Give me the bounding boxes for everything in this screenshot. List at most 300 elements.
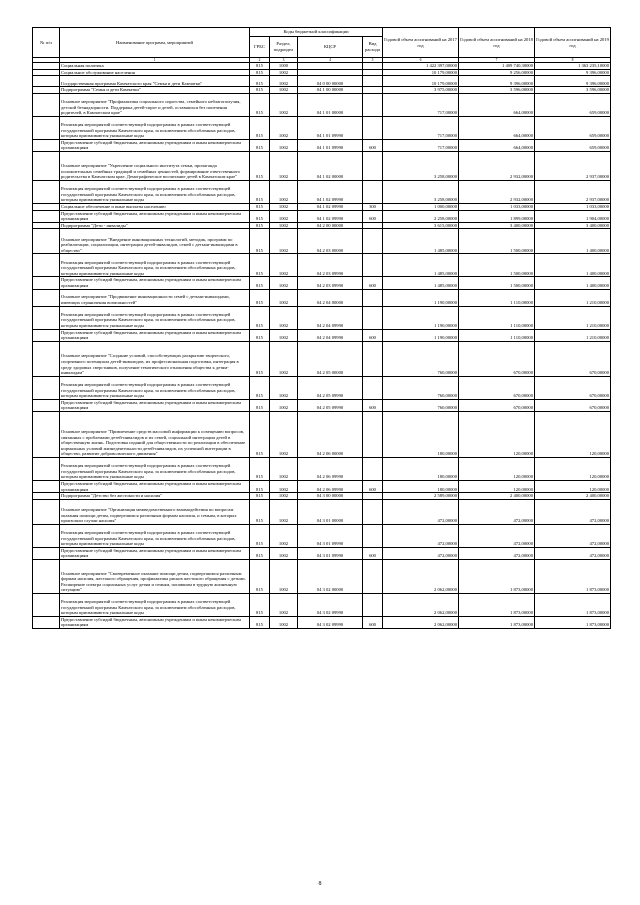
row-vr: [363, 87, 383, 94]
row-vr: 600: [363, 547, 383, 559]
row-num: [33, 63, 60, 70]
row-num: [33, 499, 60, 524]
row-vr: [363, 69, 383, 76]
row-kcsr: 04 3 02 09990: [298, 616, 363, 628]
row-vr: [363, 457, 383, 480]
row-razdel: 1002: [270, 277, 298, 289]
row-grbs: 815: [250, 329, 270, 341]
row-kcsr: 04 2 06 09990: [298, 480, 363, 492]
row-num: [33, 289, 60, 306]
row-name: Предоставление субсидий бюджетным, автономным учреждениям и иным некоммерческим организациям: [60, 210, 250, 222]
row-name: Государственная программа Камчатского края "Семья и дети Камчатки": [60, 76, 250, 87]
table-row: [33, 76, 611, 87]
row-amount-2017: 1 485,00000: [383, 254, 459, 277]
row-num: [33, 69, 60, 76]
row-name: Предоставление субсидий бюджетным, автономным учреждениям и иным некоммерческим организациям: [60, 329, 250, 341]
row-amount-2018: 9 256,00000: [459, 69, 535, 76]
row-grbs: 815: [250, 499, 270, 524]
row-kcsr: 04 2 05 00000: [298, 341, 363, 376]
col-header-2018: Годовой объем ассигнований на 2018 год: [459, 28, 535, 58]
row-amount-2018: 472,00000: [459, 547, 535, 559]
row-grbs: 815: [250, 69, 270, 76]
table-row: [33, 524, 611, 547]
row-razdel: 1002: [270, 499, 298, 524]
table-row: [33, 547, 611, 559]
row-kcsr: 04 3 01 09990: [298, 524, 363, 547]
row-razdel: 1002: [270, 289, 298, 306]
table-row: [33, 69, 611, 76]
row-razdel: 1002: [270, 306, 298, 329]
row-num: [33, 180, 60, 203]
col-header-razdel: Раздел, подраздел: [270, 37, 298, 58]
table-row: [33, 63, 611, 70]
column-index: 6: [383, 58, 459, 63]
row-amount-2017: 1 422 397,00000: [383, 63, 459, 70]
row-amount-2018: 1 409 740,30000: [459, 63, 535, 70]
row-amount-2019: 2 400,00000: [535, 493, 611, 500]
row-amount-2018: 2 932,00000: [459, 180, 535, 203]
row-amount-2017: 10 179,00000: [383, 76, 459, 87]
row-vr: 600: [363, 329, 383, 341]
row-amount-2019: 3 596,00000: [535, 87, 611, 94]
row-vr: [363, 559, 383, 593]
row-amount-2017: 760,00000: [383, 376, 459, 399]
row-kcsr: 04 2 04 09990: [298, 329, 363, 341]
row-num: [33, 547, 60, 559]
table-row: [33, 306, 611, 329]
row-vr: [363, 180, 383, 203]
table-row: [33, 222, 611, 229]
row-razdel: 1002: [270, 480, 298, 492]
row-vr: [363, 306, 383, 329]
row-razdel: 1002: [270, 399, 298, 411]
row-amount-2018: 1 873,00000: [459, 616, 535, 628]
row-vr: [363, 593, 383, 616]
row-amount-2019: 1 363 235,10000: [535, 63, 611, 70]
row-razdel: 1002: [270, 376, 298, 399]
row-grbs: 815: [250, 341, 270, 376]
row-grbs: 815: [250, 493, 270, 500]
row-amount-2017: 717,00000: [383, 93, 459, 116]
row-num: [33, 329, 60, 341]
row-razdel: 1002: [270, 180, 298, 203]
row-amount-2018: 120,00000: [459, 480, 535, 492]
row-amount-2017: 2 062,00000: [383, 616, 459, 628]
row-kcsr: 04 2 05 09990: [298, 399, 363, 411]
row-grbs: 815: [250, 229, 270, 254]
row-amount-2019: 659,00000: [535, 116, 611, 139]
row-vr: 600: [363, 616, 383, 628]
row-kcsr: 04 3 00 00000: [298, 493, 363, 500]
row-num: [33, 139, 60, 151]
row-name: Основное мероприятие "Привлечение средств массовой информации к освещению вопросов, связанных с проблемами детей-инвалидов и их семей, социальной интеграции детей в общественную жизнь. Подготовка изданий для общественности по реализации в обеспечение нормальных условий жизнедеятельности детей-инвалидов, их успешной интеграции в общество, развитие добровольческого движения": [60, 411, 250, 457]
row-vr: 600: [363, 277, 383, 289]
table-body: [33, 63, 611, 629]
row-amount-2018: 670,00000: [459, 399, 535, 411]
table-row: [33, 289, 611, 306]
row-grbs: 815: [250, 616, 270, 628]
row-kcsr: 04 1 00 00000: [298, 87, 363, 94]
row-name: Реализация мероприятий соответствующей подпрограммы в рамках соответствующей государственной программы Камчатского края, за исключением обособленных расходов, которым присваиваются уникальные коды: [60, 457, 250, 480]
table-row: [33, 87, 611, 94]
col-header-num: № п/п: [33, 28, 60, 58]
row-num: [33, 277, 60, 289]
row-kcsr: [298, 63, 363, 70]
row-vr: 600: [363, 480, 383, 492]
row-amount-2017: 3 258,00000: [383, 180, 459, 203]
row-kcsr: 04 0 00 00000: [298, 76, 363, 87]
row-kcsr: 04 2 06 00000: [298, 411, 363, 457]
row-grbs: 815: [250, 457, 270, 480]
table-row: [33, 499, 611, 524]
row-num: [33, 399, 60, 411]
row-amount-2017: 1 485,00000: [383, 277, 459, 289]
row-amount-2018: 3 400,00000: [459, 222, 535, 229]
row-num: [33, 616, 60, 628]
row-amount-2017: 3 975,00000: [383, 87, 459, 94]
row-amount-2017: 2 258,00000: [383, 210, 459, 222]
row-amount-2019: 120,00000: [535, 480, 611, 492]
row-kcsr: 04 3 02 09990: [298, 593, 363, 616]
row-amount-2018: 120,00000: [459, 411, 535, 457]
row-grbs: 815: [250, 480, 270, 492]
row-amount-2018: 1 500,00000: [459, 229, 535, 254]
row-name: Предоставление субсидий бюджетным, автономным учреждениям и иным некоммерческим организациям: [60, 139, 250, 151]
row-amount-2019: 670,00000: [535, 399, 611, 411]
row-name: Реализация мероприятий соответствующей подпрограммы в рамках соответствующей государственной программы Камчатского края, за исключением обособленных расходов, которым присваиваются уникальные коды: [60, 254, 250, 277]
row-amount-2019: 472,00000: [535, 547, 611, 559]
table-row: [33, 341, 611, 376]
table-row: [33, 616, 611, 628]
col-header-vr: Вид расхода: [363, 37, 383, 58]
row-kcsr: 04 1 01 09990: [298, 139, 363, 151]
row-num: [33, 376, 60, 399]
row-grbs: 815: [250, 593, 270, 616]
row-kcsr: 04 3 01 00000: [298, 499, 363, 524]
row-razdel: 1002: [270, 76, 298, 87]
row-vr: [363, 341, 383, 376]
row-grbs: 815: [250, 203, 270, 210]
row-amount-2017: 180,00000: [383, 457, 459, 480]
row-kcsr: 04 1 01 00000: [298, 93, 363, 116]
row-razdel: 1002: [270, 69, 298, 76]
row-vr: [363, 229, 383, 254]
row-amount-2018: 1 899,00000: [459, 210, 535, 222]
row-name: Основное мероприятие "Укрепление социального института семьи, пропаганда положительных семейных традиций и семейных ценностей, формирование ответственного родительства в Камчатском крае. Демографическое воспитание детей в Камчатском крае": [60, 151, 250, 180]
row-name: Основное мероприятие "Профилактика социального сиротства, семейного неблагополучия, детской безнадзорности. Поддержка детей-сирот и детей, оставшихся без попечения родителей, в Камчатском крае": [60, 93, 250, 116]
table-row: [33, 329, 611, 341]
row-amount-2017: 180,00000: [383, 411, 459, 457]
row-vr: [363, 411, 383, 457]
row-amount-2017: 1 190,00000: [383, 306, 459, 329]
row-grbs: 815: [250, 87, 270, 94]
row-num: [33, 341, 60, 376]
row-name: Предоставление субсидий бюджетным, автономным учреждениям и иным некоммерческим организациям: [60, 616, 250, 628]
row-grbs: 815: [250, 524, 270, 547]
row-num: [33, 306, 60, 329]
row-razdel: 1002: [270, 116, 298, 139]
row-vr: [363, 376, 383, 399]
table-row: [33, 139, 611, 151]
row-num: [33, 116, 60, 139]
column-index: 3: [270, 58, 298, 63]
row-kcsr: 04 2 00 00000: [298, 222, 363, 229]
row-name: Предоставление субсидий бюджетным, автономным учреждениям и иным некоммерческим организациям: [60, 547, 250, 559]
row-num: [33, 76, 60, 87]
row-num: [33, 87, 60, 94]
row-vr: [363, 493, 383, 500]
row-vr: [363, 93, 383, 116]
row-razdel: 1002: [270, 329, 298, 341]
row-num: [33, 229, 60, 254]
row-amount-2019: 1 210,00000: [535, 306, 611, 329]
column-index: 2: [250, 58, 270, 63]
column-index: 4: [298, 58, 363, 63]
row-amount-2019: 670,00000: [535, 341, 611, 376]
col-header-2017: Годовой объем ассигнований на 2017 год: [383, 28, 459, 58]
row-amount-2018: 1 110,00000: [459, 306, 535, 329]
row-razdel: 1002: [270, 524, 298, 547]
table-row: [33, 480, 611, 492]
row-vr: [363, 222, 383, 229]
row-amount-2018: 670,00000: [459, 376, 535, 399]
row-name: Социальное обеспечение и иные выплаты населению: [60, 203, 250, 210]
table-row: [33, 411, 611, 457]
row-amount-2018: 1 500,00000: [459, 277, 535, 289]
table-row: [33, 210, 611, 222]
row-vr: [363, 499, 383, 524]
row-amount-2019: 3 400,00000: [535, 222, 611, 229]
row-amount-2017: 10 179,00000: [383, 69, 459, 76]
row-razdel: 1002: [270, 411, 298, 457]
row-num: [33, 593, 60, 616]
row-vr: [363, 63, 383, 70]
row-name: Социальная политика: [60, 63, 250, 70]
row-name: Предоставление субсидий бюджетным, автономным учреждениям и иным некоммерческим организациям: [60, 277, 250, 289]
row-amount-2018: 1 033,00000: [459, 203, 535, 210]
col-header-2019: Годовой объем ассигнований на 2019 год: [535, 28, 611, 58]
row-amount-2017: 180,00000: [383, 480, 459, 492]
row-razdel: 1002: [270, 616, 298, 628]
row-vr: [363, 76, 383, 87]
row-grbs: 815: [250, 210, 270, 222]
row-amount-2017: 2 589,00000: [383, 493, 459, 500]
row-grbs: 815: [250, 116, 270, 139]
table-row: [33, 116, 611, 139]
row-amount-2018: 1 873,00000: [459, 559, 535, 593]
row-grbs: 815: [250, 289, 270, 306]
row-kcsr: 04 1 02 09990: [298, 203, 363, 210]
row-name: Подпрограмма "Дети - инвалиды": [60, 222, 250, 229]
row-name: Основное мероприятие "Внедрение инновационных технологий, методик, программ по реабилитации, социализации, интеграции детей-инвалидов, семей с детьми-инвалидами в общество": [60, 229, 250, 254]
row-amount-2017: 760,00000: [383, 399, 459, 411]
row-amount-2018: 9 396,00000: [459, 76, 535, 87]
budget-table: [32, 27, 611, 629]
row-name: Реализация мероприятий соответствующей подпрограммы в рамках соответствующей государственной программы Камчатского края, за исключением обособленных расходов, которым присваиваются уникальные коды: [60, 376, 250, 399]
row-name: Предоставление субсидий бюджетным, автономным учреждениям и иным некоммерческим организациям: [60, 399, 250, 411]
row-kcsr: 04 2 03 09990: [298, 254, 363, 277]
row-amount-2019: 1 210,00000: [535, 289, 611, 306]
row-amount-2019: 1 400,00000: [535, 229, 611, 254]
row-kcsr: 04 1 02 09990: [298, 180, 363, 203]
row-num: [33, 203, 60, 210]
row-razdel: 1002: [270, 203, 298, 210]
table-row: [33, 180, 611, 203]
row-razdel: 1000: [270, 63, 298, 70]
table-row: [33, 559, 611, 593]
row-amount-2017: 760,00000: [383, 341, 459, 376]
col-header-kcsr: КЦСР: [298, 37, 363, 58]
row-amount-2018: 1 110,00000: [459, 329, 535, 341]
row-kcsr: 04 1 02 09990: [298, 210, 363, 222]
row-amount-2019: 9 396,00000: [535, 69, 611, 76]
row-kcsr: 04 2 04 09990: [298, 306, 363, 329]
row-name: Реализация мероприятий соответствующей подпрограммы в рамках соответствующей государственной программы Камчатского края, за исключением обособленных расходов, которым присваиваются уникальные коды: [60, 180, 250, 203]
row-amount-2018: 664,00000: [459, 116, 535, 139]
row-kcsr: 04 1 01 09990: [298, 116, 363, 139]
row-amount-2018: 664,00000: [459, 139, 535, 151]
row-amount-2018: 3 596,00000: [459, 87, 535, 94]
row-amount-2018: 1 500,00000: [459, 254, 535, 277]
row-amount-2017: 3 615,00000: [383, 222, 459, 229]
row-grbs: 815: [250, 76, 270, 87]
row-kcsr: 04 2 05 09990: [298, 376, 363, 399]
table-row: [33, 593, 611, 616]
row-num: [33, 254, 60, 277]
row-amount-2019: 659,00000: [535, 139, 611, 151]
row-amount-2017: 1 000,00000: [383, 203, 459, 210]
row-vr: 300: [363, 203, 383, 210]
row-amount-2017: 1 190,00000: [383, 329, 459, 341]
row-amount-2019: 472,00000: [535, 524, 611, 547]
row-grbs: 815: [250, 93, 270, 116]
row-amount-2018: 1 110,00000: [459, 289, 535, 306]
row-vr: 600: [363, 139, 383, 151]
row-num: [33, 524, 60, 547]
row-razdel: 1002: [270, 139, 298, 151]
row-amount-2019: 1 400,00000: [535, 254, 611, 277]
row-kcsr: 04 1 02 00000: [298, 151, 363, 180]
row-razdel: 1002: [270, 559, 298, 593]
row-amount-2019: 1 400,00000: [535, 277, 611, 289]
row-amount-2017: 2 062,00000: [383, 559, 459, 593]
row-vr: 600: [363, 399, 383, 411]
row-grbs: 815: [250, 411, 270, 457]
row-grbs: 815: [250, 222, 270, 229]
row-name: Реализация мероприятий соответствующей подпрограммы в рамках соответствующей государственной программы Камчатского края, за исключением обособленных расходов, которым присваиваются уникальные коды: [60, 524, 250, 547]
row-amount-2018: 120,00000: [459, 457, 535, 480]
row-amount-2017: 1 485,00000: [383, 229, 459, 254]
row-amount-2019: 1 873,00000: [535, 616, 611, 628]
row-kcsr: 04 2 06 09990: [298, 457, 363, 480]
row-grbs: 815: [250, 151, 270, 180]
row-kcsr: 04 3 01 09990: [298, 547, 363, 559]
table-row: [33, 151, 611, 180]
row-name: Реализация мероприятий соответствующей подпрограммы в рамках соответствующей государственной программы Камчатского края, за исключением обособленных расходов, которым присваиваются уникальные коды: [60, 306, 250, 329]
table-row: [33, 254, 611, 277]
row-num: [33, 457, 60, 480]
row-name: Реализация мероприятий соответствующей подпрограммы в рамках соответствующей государственной программы Камчатского края, за исключением обособленных расходов, которым присваиваются уникальные коды: [60, 116, 250, 139]
row-kcsr: 04 2 03 00000: [298, 229, 363, 254]
table-row: [33, 93, 611, 116]
row-grbs: 815: [250, 559, 270, 593]
row-grbs: 815: [250, 63, 270, 70]
row-amount-2019: 2 937,00000: [535, 151, 611, 180]
row-name: Основное мероприятие "Создание условий, способствующих раскрытию творческого, спортивного потенциала детей-инвалидов, их профессиональная подготовка, интеграция в среду здоровых сверстников, получение тематического отношения общества к детям-инвалидам": [60, 341, 250, 376]
row-vr: [363, 289, 383, 306]
row-grbs: 815: [250, 376, 270, 399]
row-grbs: 815: [250, 254, 270, 277]
row-kcsr: [298, 69, 363, 76]
row-amount-2017: 1 190,00000: [383, 289, 459, 306]
table-row: [33, 277, 611, 289]
row-amount-2017: 717,00000: [383, 139, 459, 151]
row-name: Основное мероприятие "Организация межведомственного взаимодействия по вопросам оказания помощи детям, подвергшимся различным формам насилия, и семьям, в которых произошли случаи насилия": [60, 499, 250, 524]
col-header-grbs: ГРБС: [250, 37, 270, 58]
column-index: 1: [60, 58, 250, 63]
row-num: [33, 210, 60, 222]
row-num: [33, 480, 60, 492]
row-num: [33, 493, 60, 500]
row-amount-2018: 2 932,00000: [459, 151, 535, 180]
row-name: Основное мероприятие "Своевременное оказание помощи детям, подвергшимся различным формам насилия, жестокого обращения, профилактика рисков жестокого обращения с детьми. Расширение спектра социальных услуг детям и семьям, попавшим в трудную жизненную ситуацию": [60, 559, 250, 593]
row-vr: [363, 254, 383, 277]
row-amount-2018: 670,00000: [459, 341, 535, 376]
row-amount-2017: 472,00000: [383, 499, 459, 524]
row-name: Подпрограмма "Семья и дети Камчатки": [60, 87, 250, 94]
table-row: [33, 457, 611, 480]
row-amount-2017: 472,00000: [383, 547, 459, 559]
row-kcsr: 04 2 03 09990: [298, 277, 363, 289]
row-vr: [363, 116, 383, 139]
row-amount-2018: 472,00000: [459, 524, 535, 547]
table-row: [33, 203, 611, 210]
row-amount-2019: 1 873,00000: [535, 593, 611, 616]
row-vr: 600: [363, 210, 383, 222]
table-row: [33, 493, 611, 500]
row-name: Реализация мероприятий соответствующей подпрограммы в рамках соответствующей государственной программы Камчатского края, за исключением обособленных расходов, которым присваиваются уникальные коды: [60, 593, 250, 616]
row-razdel: 1002: [270, 87, 298, 94]
row-razdel: 1002: [270, 254, 298, 277]
row-amount-2019: 1 210,00000: [535, 329, 611, 341]
row-amount-2019: 120,00000: [535, 411, 611, 457]
row-grbs: 815: [250, 399, 270, 411]
row-amount-2019: 9 396,00000: [535, 76, 611, 87]
table-row: [33, 399, 611, 411]
row-amount-2019: 659,00000: [535, 93, 611, 116]
row-amount-2018: 1 873,00000: [459, 593, 535, 616]
page-number: 8: [318, 881, 322, 887]
row-kcsr: 04 3 02 00000: [298, 559, 363, 593]
row-grbs: 815: [250, 180, 270, 203]
row-razdel: 1002: [270, 151, 298, 180]
column-index: 7: [459, 58, 535, 63]
row-name: Социальное обслуживание населения: [60, 69, 250, 76]
row-num: [33, 222, 60, 229]
column-index: 8: [535, 58, 611, 63]
table-row: [33, 376, 611, 399]
row-razdel: 1002: [270, 93, 298, 116]
row-vr: [363, 524, 383, 547]
row-amount-2019: 670,00000: [535, 376, 611, 399]
row-amount-2019: 1 873,00000: [535, 559, 611, 593]
row-amount-2018: 472,00000: [459, 499, 535, 524]
row-razdel: 1002: [270, 222, 298, 229]
row-razdel: 1002: [270, 493, 298, 500]
row-razdel: 1002: [270, 547, 298, 559]
row-amount-2018: 664,00000: [459, 93, 535, 116]
row-amount-2019: 1 904,00000: [535, 210, 611, 222]
